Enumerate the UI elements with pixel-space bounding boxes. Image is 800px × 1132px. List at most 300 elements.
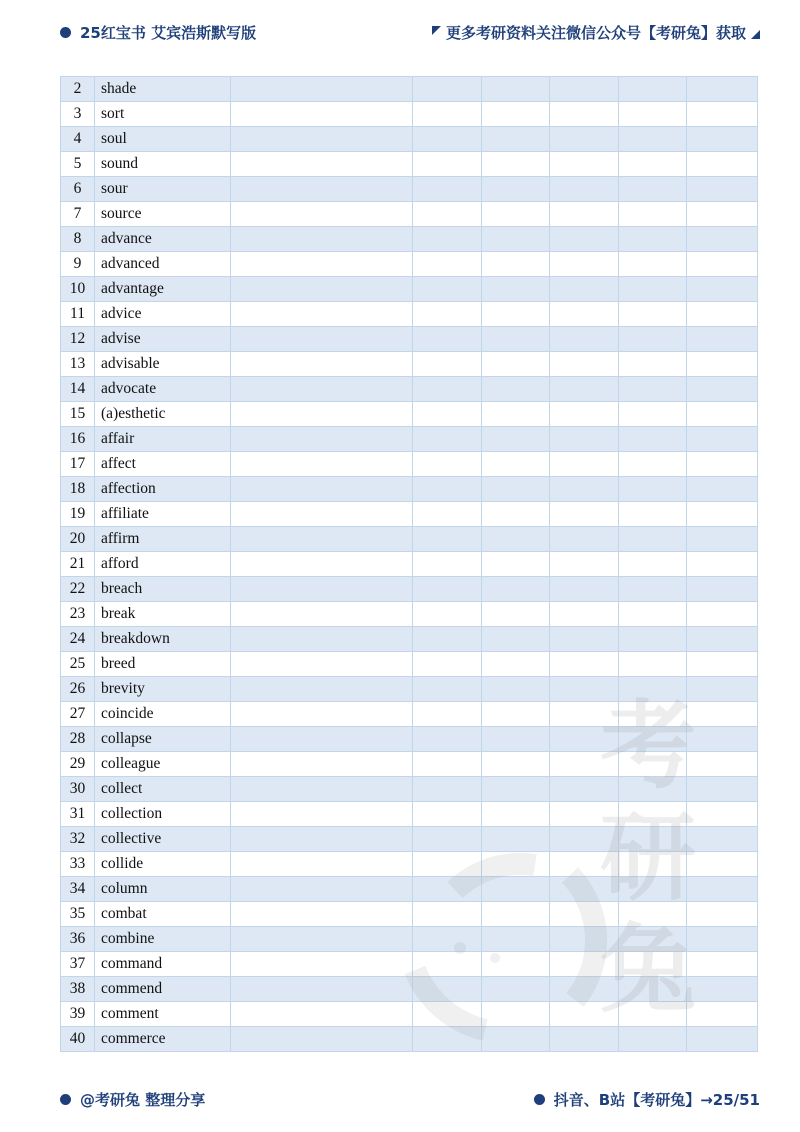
dictation-blank-cell [482,827,550,852]
dictation-blank-cell [413,802,482,827]
dictation-blank-cell [550,1002,619,1027]
dictation-blank-cell [413,402,482,427]
dictation-blank-cell [413,477,482,502]
dictation-blank-cell [413,202,482,227]
dictation-blank-cell [413,77,482,102]
dictation-blank-cell [482,777,550,802]
dictation-blank-cell [550,302,619,327]
dictation-blank-cell [482,1002,550,1027]
dictation-blank-cell [619,202,687,227]
dictation-blank-cell [550,77,619,102]
dictation-blank-cell [687,802,758,827]
row-number: 4 [61,127,95,152]
footer-right [534,1089,760,1110]
dictation-blank-cell [231,1027,413,1052]
dictation-blank-cell [482,877,550,902]
vocab-word: command [95,952,231,977]
dictation-blank-cell [687,177,758,202]
dictation-blank-cell [550,277,619,302]
table-row [61,827,758,852]
dictation-blank-cell [231,877,413,902]
vocab-word: sort [95,102,231,127]
vocab-word: advantage [95,277,231,302]
dictation-blank-cell [413,727,482,752]
dictation-blank-cell [482,227,550,252]
dictation-blank-cell [619,1027,687,1052]
dictation-blank-cell [619,802,687,827]
vocab-word: advanced [95,252,231,277]
dictation-blank-cell [619,252,687,277]
dictation-blank-cell [619,352,687,377]
row-number: 15 [61,402,95,427]
vocab-word: combat [95,902,231,927]
table-row [61,927,758,952]
vocab-word: affect [95,452,231,477]
table-row [61,427,758,452]
vocab-word: advance [95,227,231,252]
row-number: 30 [61,777,95,802]
dictation-blank-cell [482,102,550,127]
row-number: 19 [61,502,95,527]
table-row [61,377,758,402]
row-number: 16 [61,427,95,452]
table-row [61,677,758,702]
table-row [61,502,758,527]
dictation-blank-cell [687,577,758,602]
dictation-blank-cell [413,352,482,377]
row-number: 5 [61,152,95,177]
table-row [61,652,758,677]
dictation-blank-cell [619,552,687,577]
dictation-blank-cell [231,127,413,152]
bullet-dot-icon [534,1094,545,1105]
header-right-text: 更多考研资料关注微信公众号【考研兔】获取 [445,24,746,42]
dictation-blank-cell [231,227,413,252]
dictation-blank-cell [413,302,482,327]
table-row [61,752,758,777]
dictation-blank-cell [231,277,413,302]
row-number: 11 [61,302,95,327]
dictation-blank-cell [550,502,619,527]
vocab-word: breakdown [95,627,231,652]
dictation-blank-cell [619,427,687,452]
dictation-blank-cell [231,102,413,127]
table-row [61,952,758,977]
dictation-blank-cell [413,252,482,277]
dictation-blank-cell [619,627,687,652]
table-row [61,702,758,727]
dictation-blank-cell [231,377,413,402]
dictation-blank-cell [687,627,758,652]
dictation-blank-cell [550,602,619,627]
footer-left [60,1089,205,1110]
table-row [61,227,758,252]
table-row [61,902,758,927]
row-number: 25 [61,652,95,677]
dictation-blank-cell [619,102,687,127]
dictation-blank-cell [413,552,482,577]
vocab-word: (a)esthetic [95,402,231,427]
dictation-blank-cell [482,427,550,452]
dictation-blank-cell [687,252,758,277]
dictation-blank-cell [231,252,413,277]
dictation-blank-cell [619,952,687,977]
vocab-word: advice [95,302,231,327]
row-number: 32 [61,827,95,852]
vocab-word: breach [95,577,231,602]
table-row [61,177,758,202]
dictation-blank-cell [231,177,413,202]
table-row [61,852,758,877]
dictation-blank-cell [619,852,687,877]
dictation-blank-cell [482,852,550,877]
row-number: 37 [61,952,95,977]
header-left [60,22,256,43]
dictation-blank-cell [482,352,550,377]
dictation-blank-cell [482,402,550,427]
row-number: 7 [61,202,95,227]
dictation-blank-cell [550,927,619,952]
dictation-blank-cell [482,752,550,777]
dictation-blank-cell [413,852,482,877]
vocab-word: soul [95,127,231,152]
dictation-blank-cell [231,1002,413,1027]
vocab-word: column [95,877,231,902]
dictation-blank-cell [619,927,687,952]
dictation-blank-cell [482,602,550,627]
dictation-blank-cell [482,477,550,502]
row-number: 38 [61,977,95,1002]
vocab-word: collapse [95,727,231,752]
dictation-blank-cell [413,177,482,202]
dictation-blank-cell [413,227,482,252]
dictation-blank-cell [231,652,413,677]
dictation-blank-cell [413,577,482,602]
dictation-blank-cell [619,1002,687,1027]
table-row [61,202,758,227]
vocab-word: colleague [95,752,231,777]
row-number: 31 [61,802,95,827]
row-number: 26 [61,677,95,702]
row-number: 6 [61,177,95,202]
dictation-blank-cell [231,602,413,627]
vocab-table [60,76,758,1052]
dictation-blank-cell [413,602,482,627]
dictation-blank-cell [550,902,619,927]
table-row [61,327,758,352]
dictation-blank-cell [550,952,619,977]
dictation-blank-cell [413,1002,482,1027]
table-row [61,602,758,627]
vocab-word: collection [95,802,231,827]
dictation-blank-cell [231,977,413,1002]
header-right [432,22,760,43]
dictation-blank-cell [550,252,619,277]
dictation-blank-cell [687,977,758,1002]
dictation-blank-cell [231,777,413,802]
dictation-blank-cell [231,477,413,502]
row-number: 34 [61,877,95,902]
dictation-blank-cell [482,577,550,602]
row-number: 18 [61,477,95,502]
dictation-blank-cell [687,677,758,702]
dictation-blank-cell [687,227,758,252]
bullet-dot-icon [60,1094,71,1105]
dictation-blank-cell [687,402,758,427]
vocab-word: breed [95,652,231,677]
dictation-blank-cell [687,1002,758,1027]
table-row [61,577,758,602]
dictation-blank-cell [619,227,687,252]
dictation-blank-cell [413,952,482,977]
vocab-word: source [95,202,231,227]
dictation-blank-cell [231,927,413,952]
dictation-blank-cell [413,277,482,302]
bullet-dot-icon [60,27,71,38]
row-number: 23 [61,602,95,627]
table-row [61,627,758,652]
vocab-word: afford [95,552,231,577]
dictation-blank-cell [231,452,413,477]
row-number: 12 [61,327,95,352]
table-row [61,877,758,902]
dictation-blank-cell [619,402,687,427]
dictation-blank-cell [482,727,550,752]
row-number: 36 [61,927,95,952]
dictation-blank-cell [619,727,687,752]
dictation-blank-cell [550,452,619,477]
dictation-blank-cell [482,327,550,352]
dictation-blank-cell [619,977,687,1002]
dictation-blank-cell [413,777,482,802]
dictation-blank-cell [550,327,619,352]
dictation-blank-cell [550,727,619,752]
vocab-word: sour [95,177,231,202]
dictation-blank-cell [231,202,413,227]
row-number: 39 [61,1002,95,1027]
dictation-blank-cell [550,877,619,902]
row-number: 20 [61,527,95,552]
dictation-blank-cell [482,552,550,577]
corner-triangle-icon [432,26,441,35]
row-number: 17 [61,452,95,477]
dictation-blank-cell [550,752,619,777]
dictation-blank-cell [231,852,413,877]
table-row [61,1002,758,1027]
dictation-blank-cell [687,452,758,477]
dictation-blank-cell [413,377,482,402]
vocab-word: collide [95,852,231,877]
table-row [61,477,758,502]
dictation-blank-cell [687,552,758,577]
table-row [61,977,758,1002]
table-row [61,452,758,477]
row-number: 14 [61,377,95,402]
dictation-blank-cell [550,677,619,702]
vocab-word: collective [95,827,231,852]
dictation-blank-cell [687,527,758,552]
dictation-blank-cell [550,177,619,202]
dictation-blank-cell [413,977,482,1002]
dictation-blank-cell [619,652,687,677]
dictation-blank-cell [231,702,413,727]
vocab-word: commerce [95,1027,231,1052]
vocab-word: affiliate [95,502,231,527]
dictation-blank-cell [619,752,687,777]
dictation-blank-cell [231,502,413,527]
dictation-blank-cell [550,202,619,227]
dictation-blank-cell [550,102,619,127]
dictation-blank-cell [231,902,413,927]
vocab-word: advocate [95,377,231,402]
dictation-blank-cell [687,427,758,452]
dictation-blank-cell [550,552,619,577]
dictation-blank-cell [687,702,758,727]
dictation-blank-cell [413,627,482,652]
vocab-word: affirm [95,527,231,552]
dictation-blank-cell [413,902,482,927]
dictation-blank-cell [482,277,550,302]
dictation-blank-cell [619,502,687,527]
dictation-blank-cell [687,777,758,802]
dictation-blank-cell [482,177,550,202]
dictation-blank-cell [687,877,758,902]
dictation-blank-cell [482,702,550,727]
dictation-blank-cell [413,327,482,352]
row-number: 28 [61,727,95,752]
table-row [61,127,758,152]
dictation-blank-cell [550,777,619,802]
dictation-blank-cell [687,602,758,627]
dictation-blank-cell [413,502,482,527]
dictation-blank-cell [687,952,758,977]
dictation-blank-cell [687,652,758,677]
dictation-blank-cell [413,827,482,852]
table-row [61,277,758,302]
dictation-blank-cell [687,127,758,152]
dictation-blank-cell [482,652,550,677]
vocab-word: affection [95,477,231,502]
dictation-blank-cell [619,302,687,327]
table-row [61,1027,758,1052]
dictation-blank-cell [550,702,619,727]
dictation-blank-cell [413,527,482,552]
dictation-blank-cell [687,302,758,327]
dictation-blank-cell [231,77,413,102]
table-row [61,552,758,577]
dictation-blank-cell [231,302,413,327]
dictation-blank-cell [687,1027,758,1052]
dictation-blank-cell [619,827,687,852]
vocab-word: commend [95,977,231,1002]
footer-left-text: @考研兔 整理分享 [80,1091,206,1109]
dictation-blank-cell [231,527,413,552]
dictation-blank-cell [231,352,413,377]
vocab-word: coincide [95,702,231,727]
dictation-blank-cell [687,477,758,502]
vocab-word: brevity [95,677,231,702]
dictation-blank-cell [231,552,413,577]
row-number: 2 [61,77,95,102]
dictation-blank-cell [413,102,482,127]
dictation-blank-cell [687,77,758,102]
dictation-blank-cell [687,502,758,527]
dictation-blank-cell [619,577,687,602]
dictation-blank-cell [619,177,687,202]
dictation-blank-cell [231,677,413,702]
dictation-blank-cell [687,377,758,402]
table-row [61,402,758,427]
dictation-blank-cell [482,202,550,227]
dictation-blank-cell [619,327,687,352]
dictation-blank-cell [482,252,550,277]
dictation-blank-cell [482,1027,550,1052]
dictation-blank-cell [619,877,687,902]
vocab-word: shade [95,77,231,102]
vocab-word: comment [95,1002,231,1027]
dictation-blank-cell [550,227,619,252]
dictation-blank-cell [619,677,687,702]
vocab-word: sound [95,152,231,177]
table-row [61,727,758,752]
dictation-blank-cell [687,902,758,927]
dictation-blank-cell [231,952,413,977]
vocab-word: advisable [95,352,231,377]
row-number: 3 [61,102,95,127]
dictation-blank-cell [619,77,687,102]
dictation-blank-cell [231,802,413,827]
dictation-blank-cell [687,727,758,752]
dictation-blank-cell [231,402,413,427]
dictation-blank-cell [619,452,687,477]
dictation-blank-cell [482,77,550,102]
dictation-blank-cell [482,127,550,152]
dictation-blank-cell [687,277,758,302]
dictation-blank-cell [413,877,482,902]
dictation-blank-cell [482,527,550,552]
dictation-blank-cell [231,752,413,777]
dictation-blank-cell [231,427,413,452]
dictation-blank-cell [687,827,758,852]
dictation-blank-cell [482,677,550,702]
table-row [61,527,758,552]
row-number: 35 [61,902,95,927]
vocab-word: break [95,602,231,627]
dictation-blank-cell [687,927,758,952]
dictation-blank-cell [619,477,687,502]
dictation-blank-cell [619,377,687,402]
row-number: 33 [61,852,95,877]
vocab-word: advise [95,327,231,352]
dictation-blank-cell [550,402,619,427]
dictation-blank-cell [231,327,413,352]
dictation-blank-cell [687,752,758,777]
dictation-blank-cell [482,927,550,952]
dictation-blank-cell [550,977,619,1002]
dictation-blank-cell [413,652,482,677]
table-row [61,252,758,277]
dictation-blank-cell [550,652,619,677]
vocab-table-body [61,77,758,1052]
dictation-blank-cell [550,627,619,652]
dictation-blank-cell [619,127,687,152]
dictation-blank-cell [231,152,413,177]
dictation-blank-cell [482,627,550,652]
footer-right-text: 抖音、B站【考研兔】→25/51 [553,1091,760,1109]
dictation-blank-cell [550,852,619,877]
row-number: 8 [61,227,95,252]
dictation-blank-cell [413,677,482,702]
